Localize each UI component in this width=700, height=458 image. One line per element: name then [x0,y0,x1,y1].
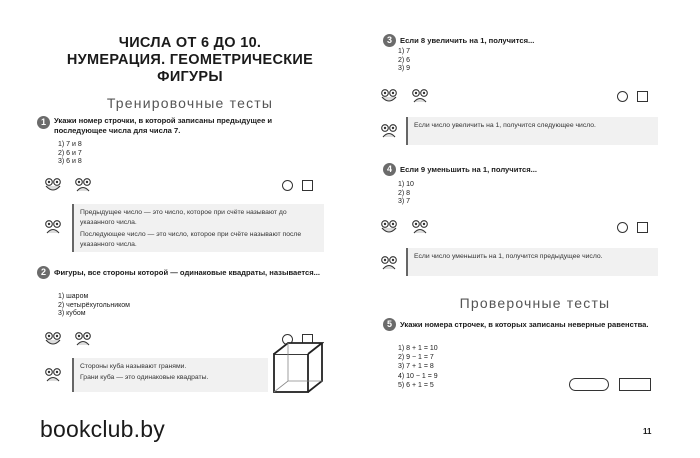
question-text: Если 8 увеличить на 1, получится... [400,36,535,45]
question-number: 4 [383,163,396,176]
answer-options [398,181,414,207]
happy-frog-icon [380,89,398,104]
hint-text: Если число увеличить на 1, получится следующее число. [414,122,596,129]
answer-option[interactable]: 1) шаром [58,293,89,300]
answer-option[interactable]: 1) 10 [398,181,414,188]
hint-frog-icon [380,124,398,139]
answer-option[interactable]: 1) 7 и 8 [58,141,82,148]
watermark: bookclub.by [40,416,165,442]
answer-option[interactable]: 4) 10 − 1 = 9 [398,372,438,380]
answer-option[interactable]: 2) четырёхугольником [58,301,130,309]
hint-box [406,248,658,276]
sad-frog-icon [74,332,92,347]
answer-square-box[interactable] [637,222,648,233]
answer-option[interactable]: 3) 7 [398,198,411,206]
answer-option[interactable]: 1) 8 + 1 = 10 [398,345,438,352]
answer-option[interactable]: 3) 6 и 8 [58,158,82,166]
happy-frog-icon [380,220,398,235]
answer-circle-box[interactable] [282,180,293,191]
question-number: 5 [383,318,396,331]
answer-square-box[interactable] [637,91,648,102]
chapter-title-line: НУМЕРАЦИЯ. ГЕОМЕТРИЧЕСКИЕ [66,52,314,68]
hint-text: Грани куба — это одинаковые квадраты. [80,373,209,381]
hint-frog-icon [380,256,398,271]
sad-frog-icon [411,220,429,235]
question-number: 3 [383,34,396,47]
chapter-title [60,35,320,86]
answer-options [58,293,130,319]
answer-option[interactable]: 2) 6 [398,56,411,64]
answer-option[interactable]: 2) 8 [398,189,411,197]
hint-box [72,204,324,252]
answer-rect-box[interactable] [619,378,651,391]
question-text: Укажи номера строчек, в которых записаны неверные равенства. [400,320,649,329]
hint-box [406,117,658,145]
question-text: Укажи номер строчки, в которой записаны предыдущее и последующее числа для числа 7. [54,116,273,135]
happy-frog-icon [44,332,62,347]
answer-oval-box[interactable] [569,378,609,391]
hint-frog-icon [44,220,62,235]
question-text: Если 9 уменьшить на 1, получится... [400,165,537,174]
check-section-heading: Проверочные тесты [459,295,611,311]
hint-text: Если число уменьшить на 1, получится предыдущее число. [414,253,603,260]
answer-options [58,141,82,167]
answer-circle-box[interactable] [617,222,628,233]
sad-frog-icon [411,89,429,104]
page-number: 11 [643,427,652,436]
answer-option[interactable]: 2) 9 − 1 = 7 [398,354,434,362]
happy-frog-icon [44,178,62,193]
answer-option[interactable]: 2) 6 и 7 [58,149,82,157]
question-number: 2 [37,266,50,279]
answer-option[interactable]: 3) 7 + 1 = 8 [398,363,434,371]
hint-box [72,358,268,392]
answer-options [398,344,438,390]
chapter-title-line: ЧИСЛА ОТ 6 ДО 10. [118,35,262,51]
hint-text: Последующее число — это число, которое при счёте называют после указанного числа. [80,231,302,248]
question-text: Фигуры, все стороны которой — одинаковые квадраты, называется... [54,268,320,277]
answer-square-box[interactable] [302,180,313,191]
answer-option[interactable]: 5) 6 + 1 = 5 [398,381,434,389]
chapter-title-line: ФИГУРЫ [157,69,223,85]
training-section-heading: Тренировочные тесты [106,95,274,111]
sad-frog-icon [74,178,92,193]
question-number: 1 [37,116,50,129]
hint-text: Стороны куба называют гранями. [80,363,187,370]
answer-circle-box[interactable] [617,91,628,102]
answer-options [398,48,410,74]
answer-option[interactable]: 1) 7 [398,48,411,55]
answer-option[interactable]: 3) 9 [398,65,411,73]
cube-illustration [272,340,324,401]
answer-option[interactable]: 3) кубом [58,310,86,318]
hint-frog-icon [44,368,62,383]
hint-text: Предыдущее число — это число, которое при счёте называют до указанного числа. [80,209,287,226]
